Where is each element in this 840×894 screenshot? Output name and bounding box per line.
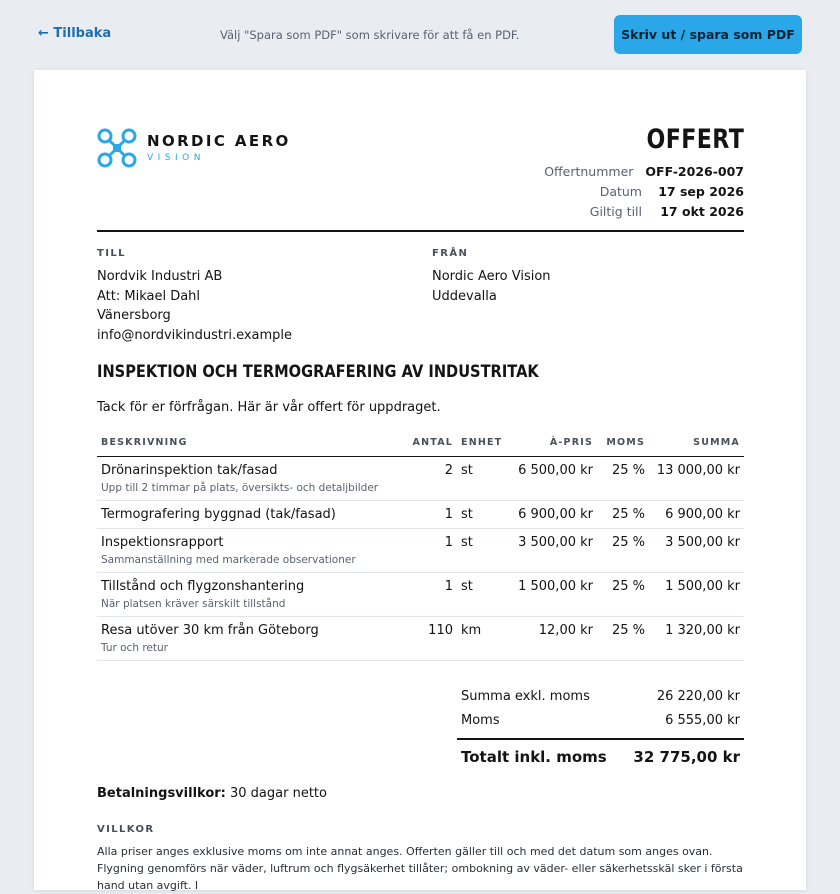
- recipient-email: info@nordvikindustri.example: [97, 327, 293, 343]
- row-description: Drönarinspektion tak/fasad Upp till 2 timmar på plats, översikts- och detaljbilder: [97, 456, 407, 500]
- line-items-table: [97, 432, 744, 661]
- back-link[interactable]: ← Tillbaka: [38, 26, 112, 41]
- vat-row: [457, 708, 744, 732]
- row-vat: 25 %: [597, 616, 649, 660]
- print-hint: Välj "Spara som PDF" som skrivare för att få en PDF.: [220, 28, 520, 42]
- col-unit: ENHET: [457, 432, 507, 456]
- row-sum: 13 000,00 kr: [649, 456, 744, 500]
- terms-text: Alla priser anges exklusive moms om inte annat anges. Offerten gäller till och med det datum som anges ovan. Flygning genomförs när väder, luftrum och flygsäkerhet tillåter; ombokning av väder- eller säkerhetsskäl sker i första hand utan avgift. I: [97, 845, 743, 892]
- valid-until: 17 okt 2026: [660, 203, 744, 219]
- row-sum: 3 500,00 kr: [649, 528, 744, 572]
- payment-label: Betalningsvillkor:: [97, 786, 226, 801]
- row-unit: st: [457, 572, 507, 616]
- row-vat: 25 %: [597, 500, 649, 528]
- quote-title: INSPEKTION OCH TERMOGRAFERING AV INDUSTRITAK: [97, 362, 539, 382]
- row-quantity: 1: [407, 572, 457, 616]
- row-unit: st: [457, 456, 507, 500]
- row-price: 6 900,00 kr: [507, 500, 597, 528]
- totals-block: [457, 684, 744, 774]
- drone-logo-icon: [97, 128, 137, 168]
- table-row: [97, 528, 744, 572]
- sender-block: [432, 248, 752, 306]
- table-row: [97, 456, 744, 500]
- table-row: [97, 616, 744, 660]
- brand-name: NORDIC AERO: [147, 132, 291, 150]
- recipient-heading: TILL: [97, 248, 126, 259]
- row-quantity: 1: [407, 528, 457, 572]
- vat-value: 6 555,00 kr: [665, 712, 740, 728]
- meta-row-number: [484, 161, 744, 181]
- row-unit: st: [457, 500, 507, 528]
- row-price: 12,00 kr: [507, 616, 597, 660]
- grand-total-label: Totalt inkl. moms: [461, 748, 607, 766]
- row-vat: 25 %: [597, 528, 649, 572]
- recipient-block: [97, 248, 417, 345]
- quote-number: OFF-2026-007: [645, 163, 744, 179]
- recipient-line: Att: Mikael Dahl: [97, 288, 201, 304]
- col-sum: SUMMA: [649, 432, 744, 456]
- meta-row-date: [484, 181, 744, 201]
- vat-label: Moms: [461, 712, 500, 728]
- row-price: 1 500,00 kr: [507, 572, 597, 616]
- subtotal-label: Summa exkl. moms: [461, 688, 590, 704]
- meta-label: Datum: [599, 183, 642, 199]
- row-description: Inspektionsrapport Sammanställning med markerade observationer: [97, 528, 407, 572]
- meta-label: Giltig till: [589, 203, 642, 219]
- table-row: [97, 500, 744, 528]
- row-description: Termografering byggnad (tak/fasad): [97, 500, 407, 528]
- recipient-line: Vänersborg: [97, 308, 171, 323]
- subtotal-row: [457, 684, 744, 708]
- sender-line: Nordic Aero Vision: [432, 269, 551, 284]
- row-sum: 1 500,00 kr: [649, 572, 744, 616]
- row-description: Tillstånd och flygzonshantering När platsen kräver särskilt tillstånd: [97, 572, 407, 616]
- table-header-row: [97, 432, 744, 456]
- recipient-line: Nordvik Industri AB: [97, 269, 223, 284]
- row-unit: km: [457, 616, 507, 660]
- col-vat: MOMS: [597, 432, 649, 456]
- col-unit-price: À-PRIS: [507, 432, 597, 456]
- row-description: Resa utöver 30 km från Göteborg Tur och retur: [97, 616, 407, 660]
- meta-row-valid: [484, 201, 744, 221]
- quote-meta: [484, 161, 744, 221]
- sender-line: Uddevalla: [432, 288, 497, 304]
- row-sum: 1 320,00 kr: [649, 616, 744, 660]
- quote-document: [34, 70, 806, 890]
- document-title: OFFERT: [646, 124, 744, 155]
- row-price: 6 500,00 kr: [507, 456, 597, 500]
- quote-date: 17 sep 2026: [658, 183, 744, 199]
- table-row: [97, 572, 744, 616]
- intro-text: Tack för er förfrågan. Här är vår offert för uppdraget.: [97, 400, 441, 415]
- header-divider: [97, 230, 744, 232]
- row-unit: st: [457, 528, 507, 572]
- meta-label: Offertnummer: [544, 163, 634, 179]
- col-quantity: ANTAL: [407, 432, 457, 456]
- payment-terms: [97, 786, 327, 801]
- print-button[interactable]: Skriv ut / spara som PDF: [614, 15, 802, 54]
- row-vat: 25 %: [597, 572, 649, 616]
- subtotal-value: 26 220,00 kr: [656, 688, 740, 704]
- row-quantity: 1: [407, 500, 457, 528]
- brand-subtitle: VISION: [147, 153, 205, 163]
- grand-total-row: [457, 740, 744, 774]
- row-quantity: 2: [407, 456, 457, 500]
- terms-heading: VILLKOR: [97, 824, 155, 835]
- col-description: BESKRIVNING: [97, 432, 407, 456]
- row-vat: 25 %: [597, 456, 649, 500]
- row-quantity: 110: [407, 616, 457, 660]
- top-bar: [0, 0, 840, 70]
- grand-total-value: 32 775,00 kr: [633, 748, 740, 766]
- sender-heading: FRÅN: [432, 248, 469, 259]
- row-sum: 6 900,00 kr: [649, 500, 744, 528]
- row-price: 3 500,00 kr: [507, 528, 597, 572]
- payment-value: 30 dagar netto: [230, 786, 327, 801]
